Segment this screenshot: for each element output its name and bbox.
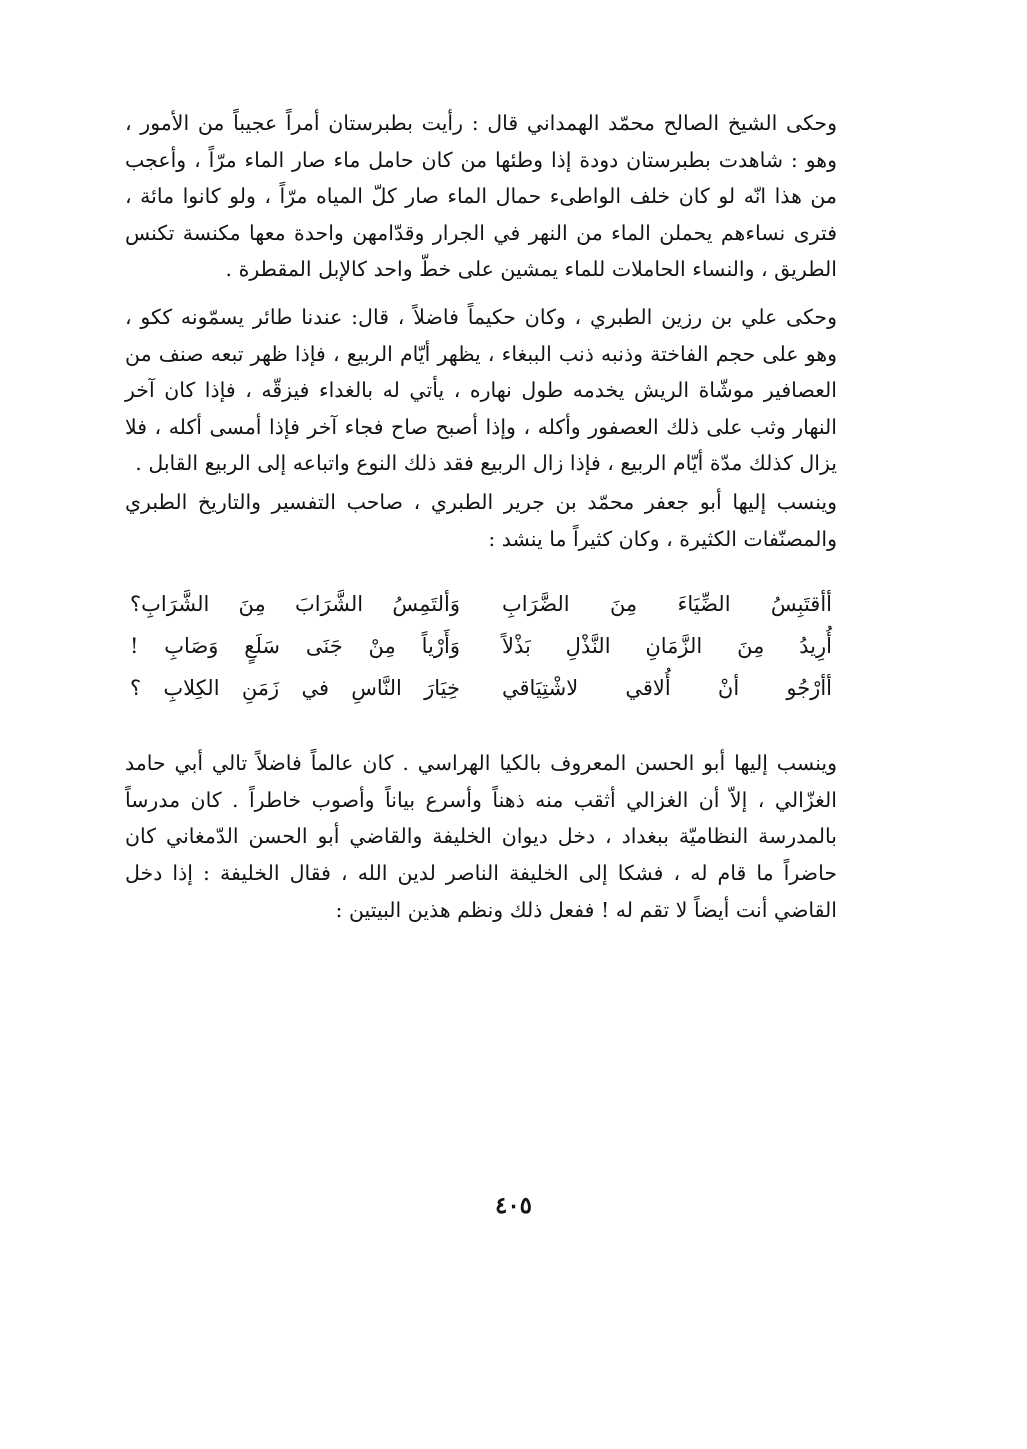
verse-second-hemistich: وَألتَمِسُ الشَّرَابَ مِنَ الشَّرَابِ؟ <box>130 592 460 617</box>
page-body <box>125 105 837 928</box>
poem-verse <box>130 583 832 625</box>
verse-first-hemistich: أأقتَبِسُ الضِّيَاءَ مِنَ الضَّرَابِ <box>502 592 832 617</box>
verse-first-hemistich: أُرِيدُ مِنَ الزَّمَانِ النَّذْلِ بَذْلاً <box>502 634 832 659</box>
verse-second-hemistich: خِيَارَ النَّاسِ في زَمَنِ الكِلابِ ؟ <box>130 676 460 701</box>
verse-second-hemistich: وَأَرْياً مِنْ جَنَى سَلَعٍ وَصَابِ ! <box>130 634 460 659</box>
paragraph-tabari: وينسب إليها أبو جعفر محمّد بن جرير الطبري ، صاحب التفسير والتاريخ الطبري والمصنّفات الكثيرة ، وكان كثيراً ما ينشد : <box>125 489 837 551</box>
page-number: ٤٠٥ <box>494 1192 533 1219</box>
poem-verse <box>130 667 832 709</box>
paragraph-ibn-razin: وحكى علي بن رزين الطبري ، وكان حكيماً فاضلاً ، قال: عندنا طائر يسمّونه ككو ، وهو على حجم الفاختة وذنبه ذنب الببغاء ، يظهر أيّام الربيع ، فإذا ظهر تبعه صنف من العصافير موشّاة الريش يخدمه طول نهاره ، يأتي له بالغداء فيزقّه ، فإذا كان آخر النهار وثب على ذلك العصفور وأكله ، وإذا أصبح صاح فجاء آخر فإذا أمسى أكله ، فلا يزال كذلك مدّة أيّام الربيع ، فإذا زال الربيع فقد ذلك النوع واتباعه إلى الربيع القابل . <box>125 304 837 476</box>
verse-first-hemistich: أأرْجُو أنْ أُلاقي لاشْتِيَاقي <box>502 676 832 701</box>
poem <box>125 583 837 709</box>
poem-verse <box>130 625 832 667</box>
paragraph-kiya-harasi: وينسب إليها أبو الحسن المعروف بالكيا الهراسي . كان عالماً فاضلاً تالي أبي حامد الغزّالي ، إلاّ أن الغزالي أثقب منه ذهناً وأسرع بياناً وأصوب خاطراً . كان مدرساً بالمدرسة النظاميّة ببغداد ، دخل ديوان الخليفة والقاضي أبو الحسن الدّمغاني كان حاضراً ما قام له ، فشكا إلى الخليفة الناصر لدين الله ، فقال الخليفة : إذا دخل القاضي أنت أيضاً لا تقم له ! ففعل ذلك ونظم هذين البيتين : <box>125 751 837 922</box>
paragraph-hamadani: وحكى الشيخ الصالح محمّد الهمداني قال : رأيت بطبرستان أمراً عجيباً من الأمور ، وهو : شاهدت بطبرستان دودة إذا وطئها من كان حامل ماء صار الماء مرّاً ، وأعجب من هذا انّه لو كان خلف الواطىء حمال الماء صار كلّ المياه مرّاً ، ولو كانوا مائة ، فترى نساءهم يحملن الماء من النهر في الجرار وقدّامهن واحدة معها مكنسة تكنس الطريق ، والنساء الحاملات للماء يمشين على خطّ واحد كالإبل المقطرة . <box>125 111 837 282</box>
